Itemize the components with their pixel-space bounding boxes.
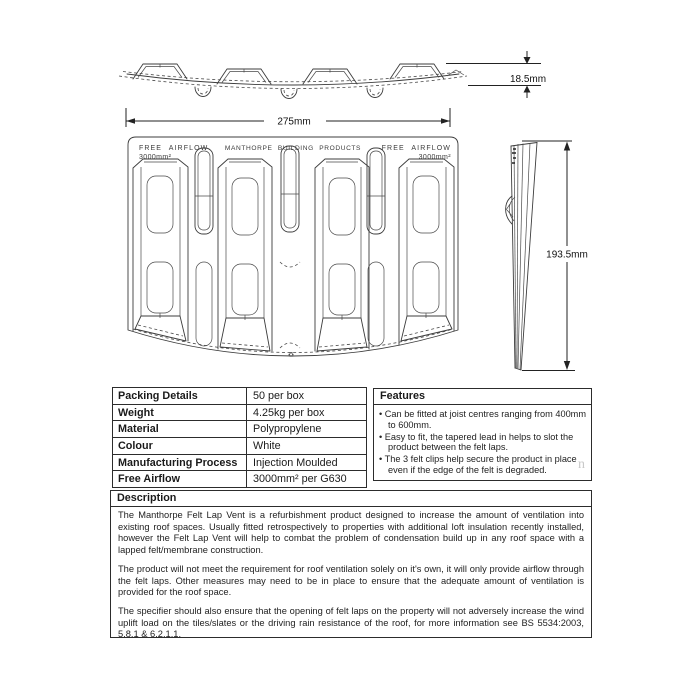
airflow-embossed-label-left: FREE AIRFLOW [139, 145, 209, 152]
depth-dimension-label: 18.5mm [509, 74, 547, 85]
table-row [113, 437, 366, 454]
description-title: Description [111, 491, 591, 507]
depth-dimension [446, 51, 546, 98]
vent-panel-4 [399, 159, 454, 345]
felt-clip-3 [367, 148, 385, 346]
spec-table [112, 387, 367, 488]
table-row [113, 454, 366, 471]
side-felt-clip [506, 196, 515, 224]
vent-panel-2 [218, 159, 272, 351]
vent-panel-1 [133, 159, 188, 341]
features-panel [373, 388, 592, 481]
spec-value: Polypropylene [253, 423, 322, 436]
profile-view-drawing [119, 64, 467, 99]
airflow-embossed-label-right: FREE AIRFLOW [381, 145, 451, 152]
description-panel [110, 490, 592, 638]
recycle-icon: ♻ [287, 352, 295, 359]
description-paragraph: The product will not meet the requirement for roof ventilation solely on it's own, it will only provide airflow through the felt laps. Other measures may need to be in place to ensure that the adequate amount of ventilation is provided for the roof space. [118, 563, 584, 598]
features-list [374, 405, 591, 476]
description-body [111, 507, 591, 641]
spec-label: Free Airflow [113, 471, 247, 487]
watermark: n [578, 457, 585, 472]
table-row [113, 420, 366, 437]
list-item: • Can be fitted at joist centres ranging from 400mm to 600mm. [379, 409, 587, 431]
spec-label: Material [113, 421, 247, 437]
height-dimension [522, 141, 588, 371]
table-row [113, 404, 366, 421]
description-paragraph: The Manthorpe Felt Lap Vent is a refurbishment product designed to increase the amount of ventilation into existing roof spaces. Usually fitted retrospectively to properties with additional loft insulation recently installed, however the Felt Lap Vent will help to combat the problem of condensation build up in any roof space with a lapped felt/membrane construction. [118, 510, 584, 556]
description-paragraph: The specifier should also ensure that the opening of felt laps on the property will not adversely increase the wind uplift load on the tiles/slates or the driving rain resistance of the roof, for more information see BS 5534:2003, 5.8.1 & 6.2.1.1. [118, 605, 584, 640]
width-dimension-label: 275mm [277, 116, 311, 128]
table-row [113, 388, 366, 404]
table-row [113, 470, 366, 487]
felt-clip-2 [280, 146, 300, 348]
list-item: • The 3 felt clips help secure the product in place even if the edge of the felt is degraded. [379, 454, 587, 476]
spec-value: 3000mm² per G630 [253, 473, 347, 486]
airflow-value-embossed-right: 3000mm² [418, 154, 451, 161]
spec-label: Manufacturing Process [113, 455, 247, 471]
spec-value: Injection Moulded [253, 456, 338, 469]
airflow-value-embossed-left: 3000mm² [139, 154, 172, 161]
features-title: Features [374, 389, 591, 405]
spec-label: Colour [113, 438, 247, 454]
spec-value: 50 per box [253, 389, 305, 402]
spec-value: 4.25kg per box [253, 406, 325, 419]
height-dimension-label: 193.5mm [546, 249, 588, 261]
vent-panel-3 [315, 159, 369, 351]
brand-embossed-label: MANTHORPE BUILDING PRODUCTS [224, 145, 362, 152]
felt-clip-1 [195, 148, 213, 346]
list-item: • Easy to fit, the tapered lead in helps to slot the product between the felt laps. [379, 432, 587, 454]
front-view-drawing [128, 137, 458, 359]
spec-label: Packing Details [113, 388, 247, 404]
spec-value: White [253, 439, 281, 452]
side-view-drawing [506, 143, 537, 371]
width-dimension [126, 108, 450, 128]
spec-label: Weight [113, 405, 247, 421]
